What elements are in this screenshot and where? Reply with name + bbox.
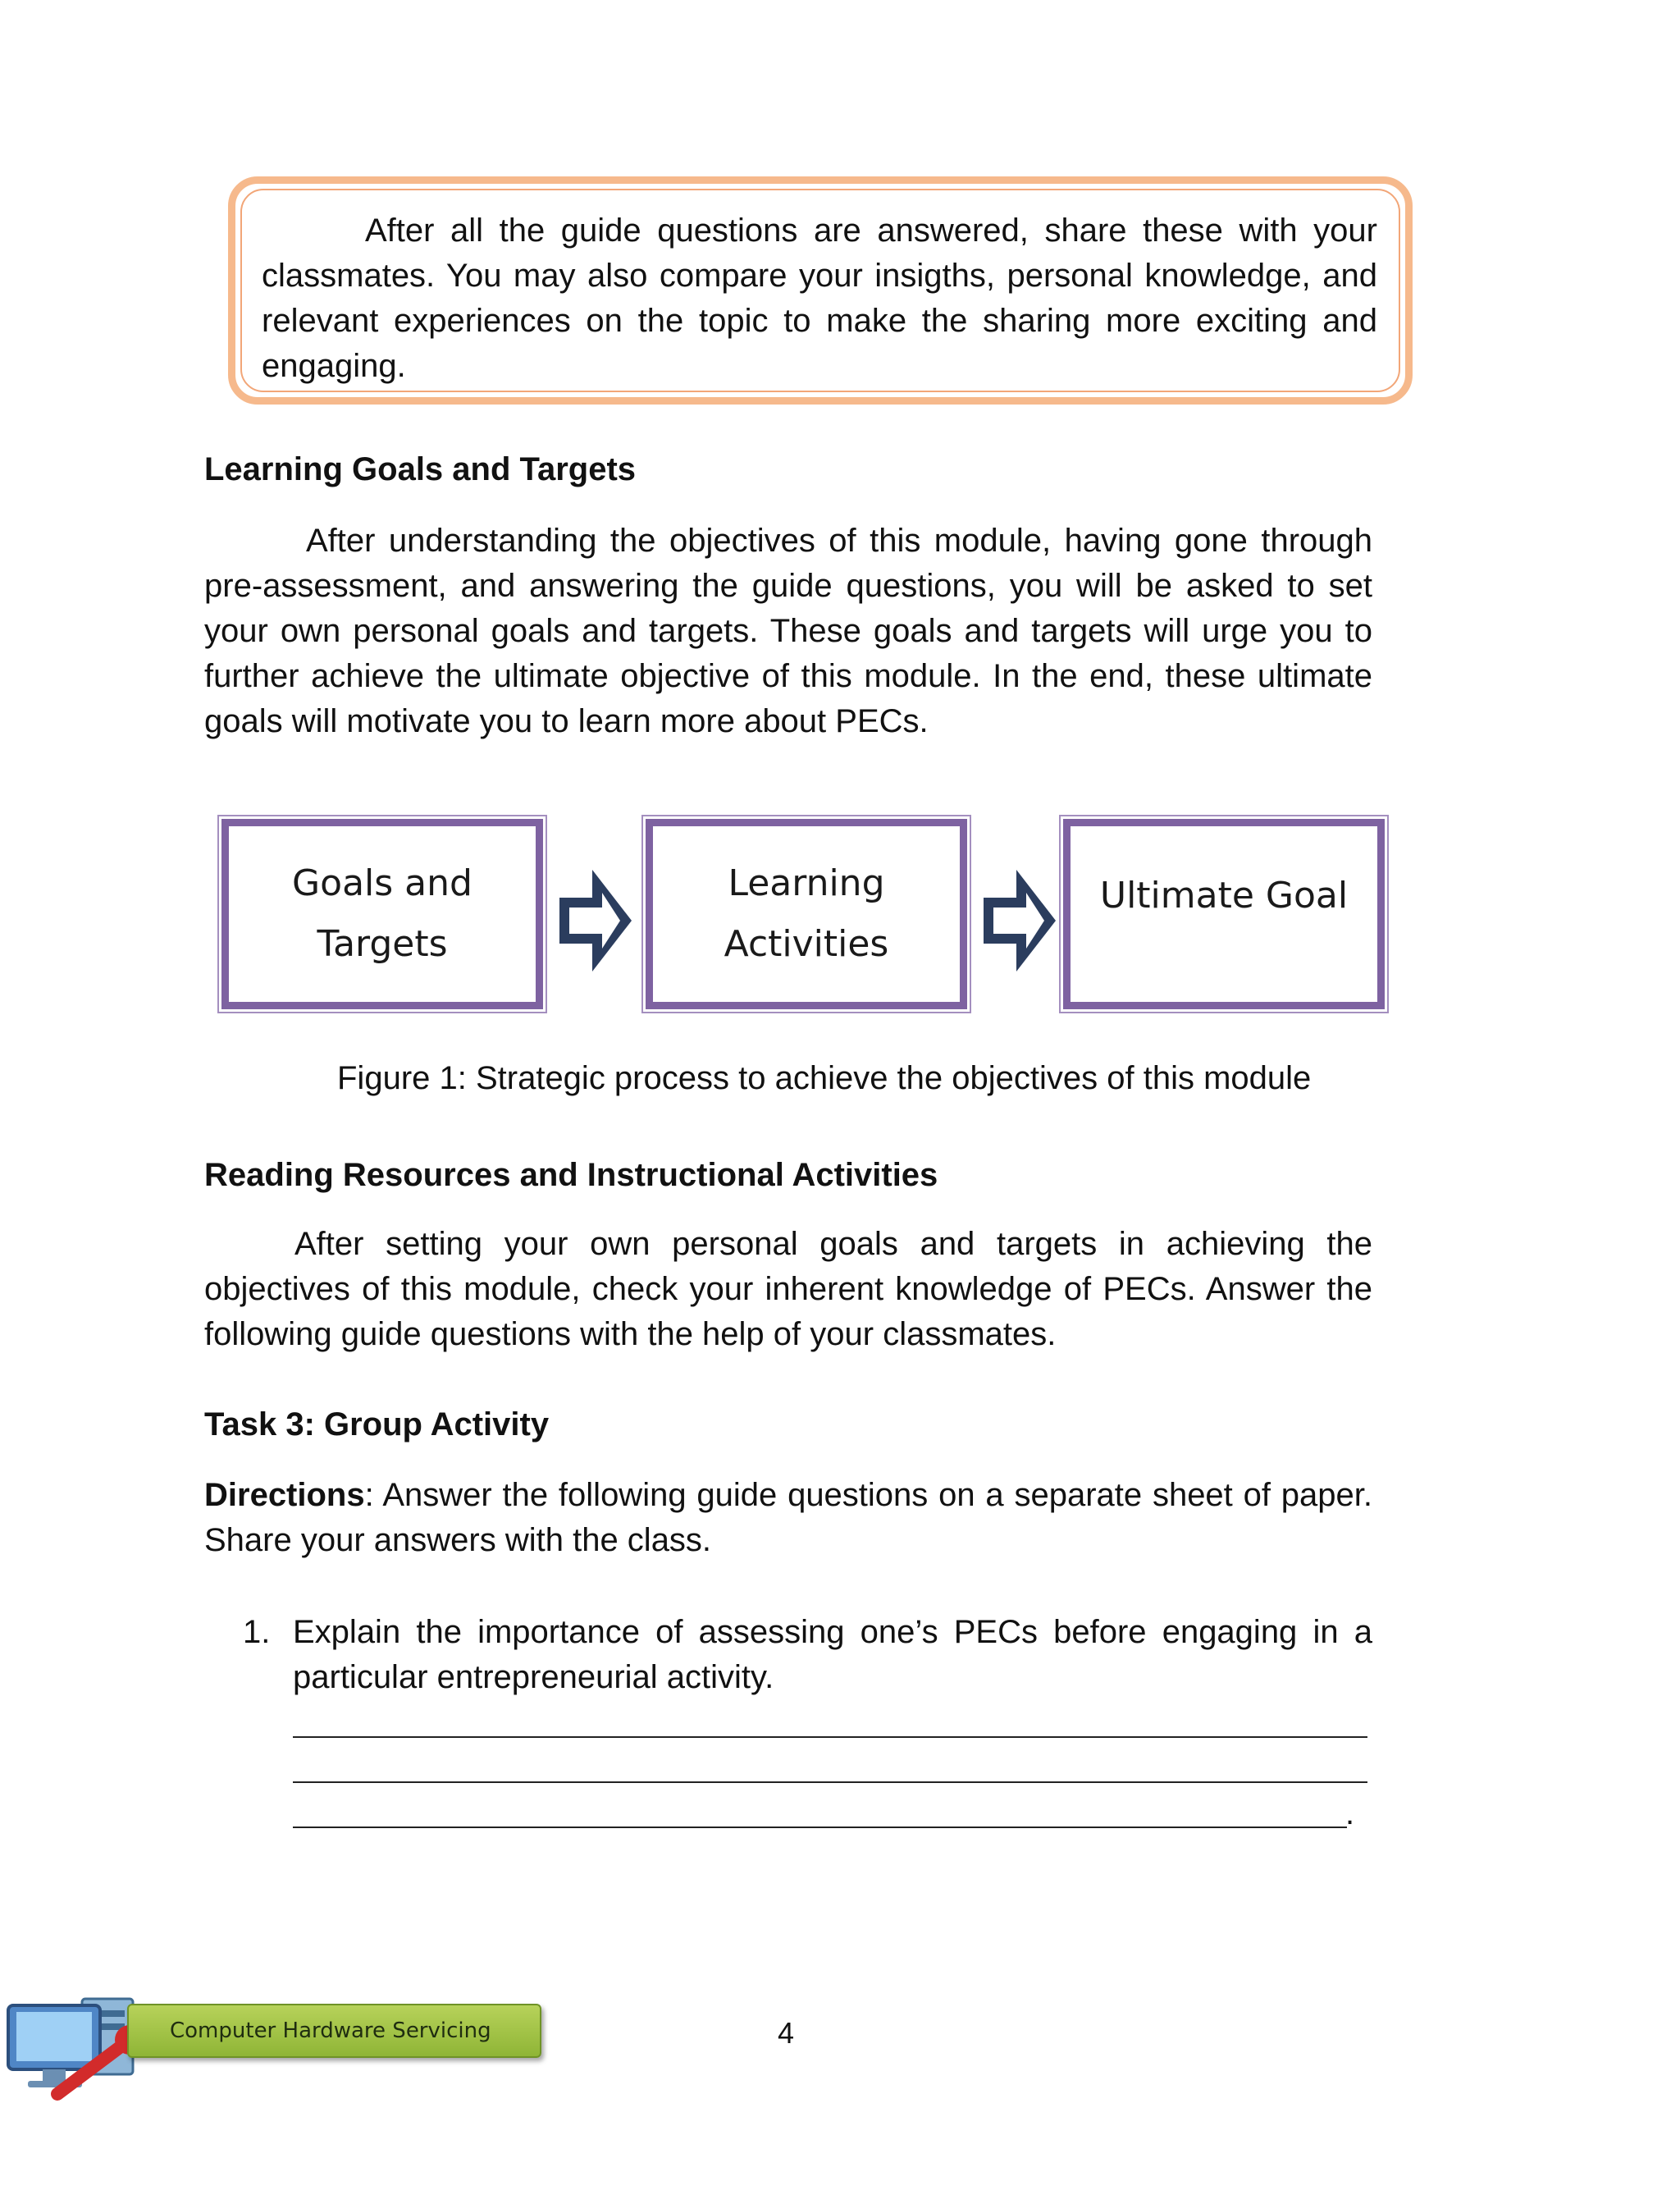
flow-box-label: Learning Activities xyxy=(724,862,889,965)
figure-caption: Figure 1: Strategic process to achieve the objectives of this module xyxy=(337,1060,1312,1096)
answer-end-mark: . xyxy=(1345,1795,1355,1831)
note-text: After all the guide questions are answered, share these with your classmates. You may also compare your insigths, personal knowledge, and relevant experiences on the topic to make the sharing more exciting and engaging. xyxy=(262,213,1377,384)
flow-box-label: Ultimate Goal xyxy=(1099,875,1349,917)
list-item-number: 1. xyxy=(243,1614,271,1650)
directions-label: Directions xyxy=(204,1477,365,1513)
learning-goals-heading: Learning Goals and Targets xyxy=(204,451,637,487)
task-heading: Task 3: Group Activity xyxy=(204,1406,550,1442)
footer-badge-label: Computer Hardware Servicing xyxy=(127,2004,541,2058)
directions-paragraph xyxy=(204,1473,1372,1563)
page-number: 4 xyxy=(778,2016,795,2050)
right-arrow-icon xyxy=(555,863,637,978)
flow-box-ultimate-goal xyxy=(1063,819,1385,1009)
flow-box-goals-and-targets xyxy=(221,819,543,1009)
flow-box-learning-activities xyxy=(646,819,967,1009)
answer-line[interactable] xyxy=(293,1736,1367,1738)
reading-heading: Reading Resources and Instructional Activities xyxy=(204,1157,938,1193)
learning-goals-paragraph: After understanding the objectives of this module, having gone through pre-assessment, and answering the guide questions, you will be asked to set your own personal goals and targets. These goals and targets will urge you to further achieve the ultimate objective of this module. In the end, these ultimate goals will motivate you to learn more about PECs. xyxy=(204,523,1372,739)
answer-line[interactable] xyxy=(293,1827,1347,1828)
answer-line[interactable] xyxy=(293,1781,1367,1783)
flow-box-label: Goals and Targets xyxy=(292,862,472,965)
list-item-text: Explain the importance of assessing one’s PECs before engaging in a particular entrepreneurial activity. xyxy=(293,1614,1372,1695)
directions-text: : Answer the following guide questions on a separate sheet of paper. Share your answers with the class. xyxy=(204,1477,1372,1558)
reading-paragraph: After setting your own personal goals and targets in achieving the objectives of this module, check your inherent knowledge of PECs. Answer the following guide questions with the help of your classmates. xyxy=(204,1226,1372,1352)
right-arrow-icon xyxy=(979,863,1061,978)
note-box xyxy=(228,176,1413,405)
